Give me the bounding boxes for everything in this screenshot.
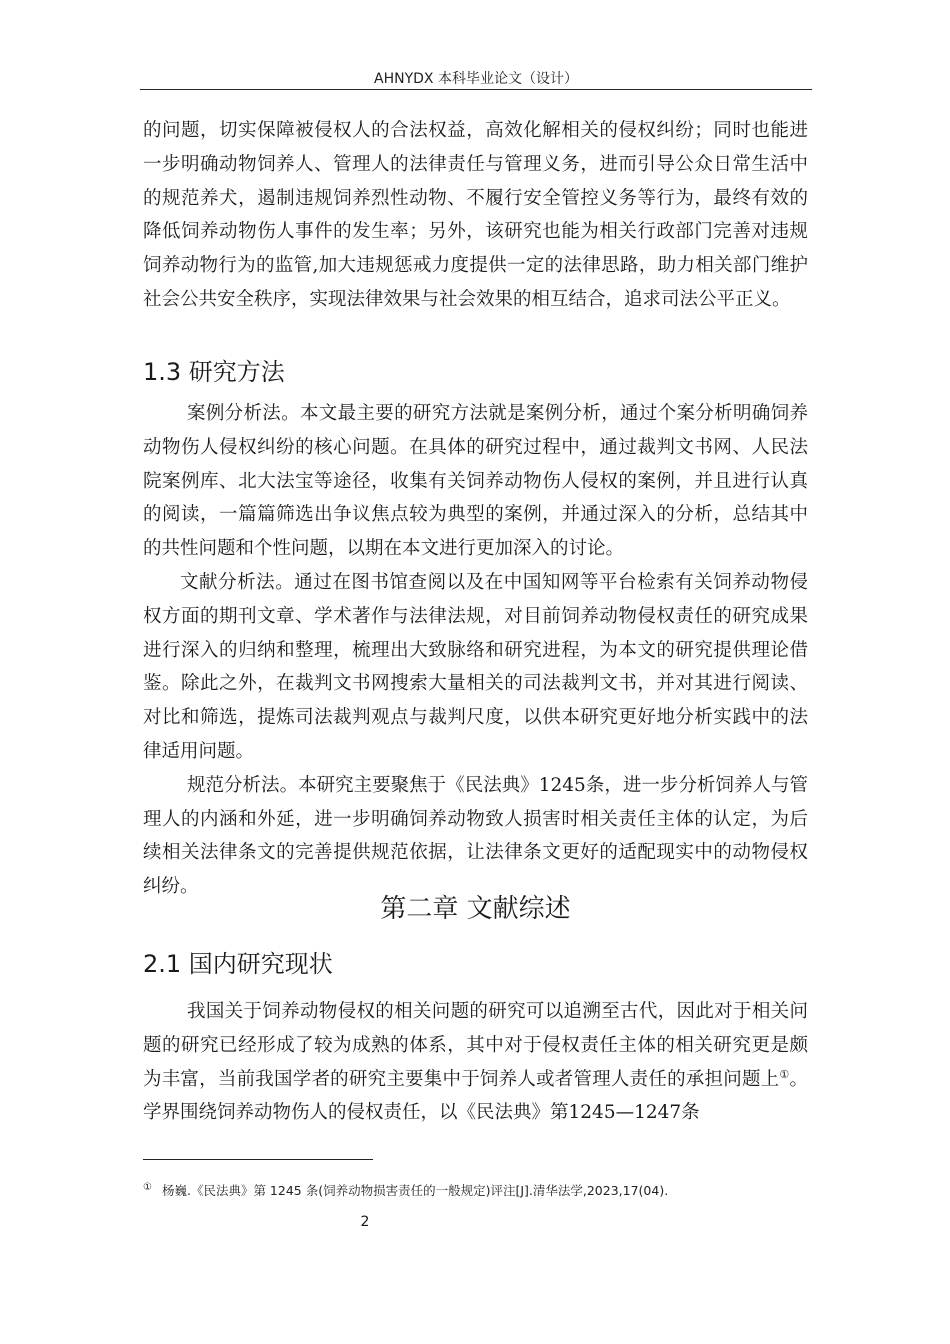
- footnote-mark: ①: [143, 1181, 152, 1193]
- header-divider: [140, 89, 812, 90]
- footnote-divider: [143, 1159, 373, 1160]
- footnote-text: 杨巍.《民法典》第 1245 条(饲养动物损害责任的一般规定)评注[J].清华法学,2023,17(04).: [161, 1183, 669, 1198]
- intro-paragraph: 的问题，切实保障被侵权人的合法权益，高效化解相关的侵权纠纷；同时也能进一步明确动物饲养人、管理人的法律责任与管理义务，进而引导公众日常生活中的规范养犬，遏制违规饲养烈性动物、不履行安全管控义务等行为，最终有效的降低饲养动物伤人事件的发生率；另外，该研究也能为相关行政部门完善对违规饲养动物行为的监管,加大违规惩戒力度提供一定的法律思路，助力相关部门维护社会公共安全秩序，实现法律效果与社会效果的相互结合，追求司法公平正义。: [143, 120, 808, 310]
- footnote-reference[interactable]: ①: [779, 1067, 790, 1081]
- method-case-analysis-paragraph: 案例分析法。本文最主要的研究方法就是案例分析，通过个案分析明确饲养动物伤人侵权纠纷的核心问题。在具体的研究过程中，通过裁判文书网、人民法院案例库、北大法宝等途径，收集有关饲养动物伤人侵权的案例，并且进行认真的阅读，一篇篇筛选出争议焦点较为典型的案例，并通过深入的分析，总结其中的共性问题和个性问题，以期在本文进行更加深入的讨论。: [143, 403, 808, 560]
- chapter-title: 第二章 文献综述: [380, 894, 571, 924]
- methods-block: [143, 397, 808, 904]
- domestic-research-paragraph: [143, 995, 808, 1130]
- method-literature-analysis-paragraph: 文献分析法。通过在图书馆查阅以及在中国知网等平台检索有关饲养动物侵权方面的期刊文章、学术著作与法律法规，对目前饲养动物侵权责任的研究成果进行深入的归纳和整理，梳理出大致脉络和研究进程，为本文的研究提供理论借鉴。除此之外，在裁判文书网搜索大量相关的司法裁判文书，并对其进行阅读、对比和筛选，提炼司法裁判观点与裁判尺度，以供本研究更好地分析实践中的法律适用问题。: [143, 571, 808, 762]
- section-heading-2-1: 2.1 国内研究现状: [143, 950, 333, 978]
- page-number: 2: [360, 1214, 370, 1230]
- paragraph-text-b: 。学界围绕饲养动物伤人的侵权责任，以《民法典》第1245—1247条: [143, 1068, 808, 1124]
- method-normative-analysis-paragraph: 规范分析法。本研究主要聚焦于《民法典》1245条，进一步分析饲养人与管理人的内涵和外延，进一步明确饲养动物致人损害时相关责任主体的认定，为后续相关法律条文的完善提供规范依据，让法律条文更好的适配现实中的动物侵权纠纷。: [143, 774, 808, 898]
- intro-block: [143, 114, 808, 317]
- domestic-research-block: [143, 995, 808, 1130]
- section-heading-1-3: 1.3 研究方法: [143, 358, 285, 386]
- paragraph-text-a: 我国关于饲养动物侵权的相关问题的研究可以追溯至古代，因此对于相关问题的研究已经形成了较为成熟的体系，其中对于侵权责任主体的相关研究更是颇为丰富，当前我国学者的研究主要集中于饲养人或者管理人责任的承担问题上: [143, 1001, 808, 1090]
- footnote: [143, 1181, 668, 1199]
- page-header: AHNYDX 本科毕业论文（设计）: [374, 71, 578, 87]
